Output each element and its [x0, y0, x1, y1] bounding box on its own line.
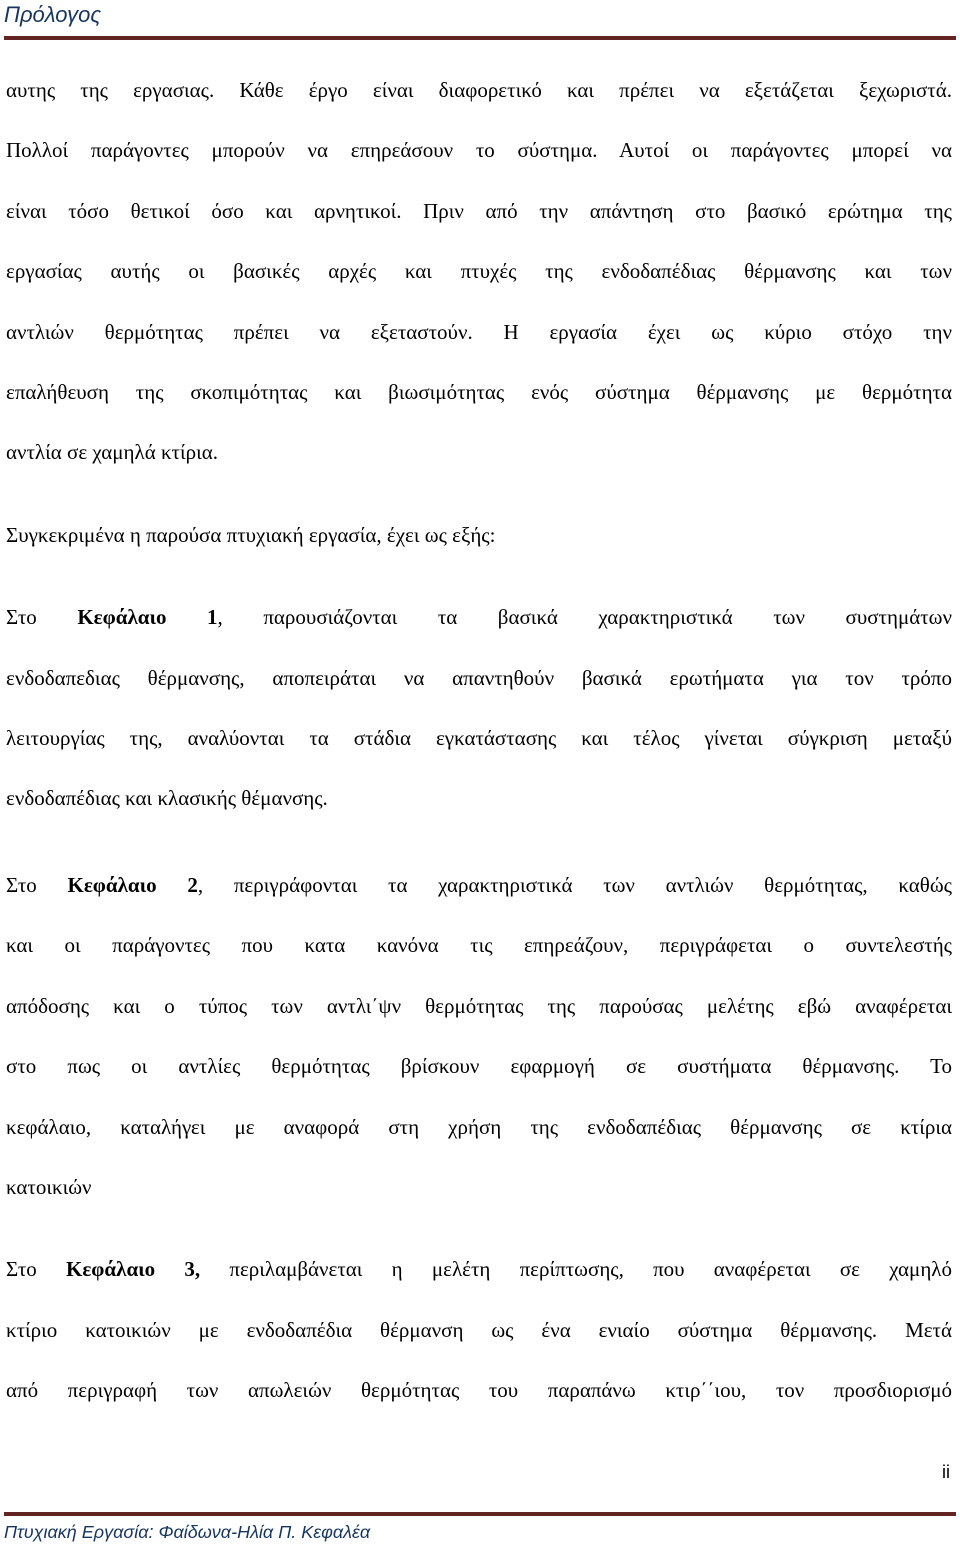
text-line: στο πως οι αντλίες θερμότητας βρίσκουν εφαρμογή σε συστήματα θέρμανσης. Το	[6, 1054, 952, 1079]
footer-rule	[4, 1512, 956, 1516]
text-line: αντλιών θερμότητας πρέπει να εξεταστούν. Η εργασία έχει ως κύριο στόχο την	[6, 319, 952, 344]
paragraph-summary-intro	[6, 505, 952, 565]
text-line: ενδοδαπεδιας θέρμανσης, αποπειράται να απαντηθούν βασικά ερωτήματα για τον τρόπο	[6, 665, 952, 690]
text-line: από περιγραφή των απωλειών θερμότητας του παραπάνω κτιρ΄΄ιου, τον προσδιορισμό	[6, 1378, 952, 1403]
text-line	[6, 1239, 952, 1299]
text-line: λειτουργίας της, αναλύονται τα στάδια εγκατάστασης και τέλος γίνεται σύγκριση μεταξύ	[6, 726, 952, 751]
header-rule	[4, 36, 956, 40]
text-run: περιλαμβάνεται η μελέτη περίπτωσης, που αναφέρεται σε χαμηλό	[200, 1257, 952, 1282]
text-line	[6, 587, 952, 647]
text-line: και οι παράγοντες που κατα κανόνα τις επηρεάζουν, περιγράφεται ο συντελεστής	[6, 933, 952, 958]
paragraph-chapter-3	[6, 1239, 952, 1420]
text-line: αντλία σε χαμηλά κτίρια.	[6, 440, 218, 465]
text-run: , περιγράφονται τα χαρακτηριστικά των αντλιών θερμότητας, καθώς	[197, 872, 952, 897]
text-line: κτίριο κατοικιών με ενδοδαπέδια θέρμανση ως ένα ενιαίο σύστημα θέρμανσης. Μετά	[6, 1317, 952, 1342]
text-run: Στο	[6, 872, 68, 897]
text-line	[6, 855, 952, 915]
text-line: Συγκεκριμένα η παρούσα πτυχιακή εργασία, έχει ως εξής:	[6, 522, 496, 547]
page-number: ii	[942, 1462, 950, 1482]
chapter-3-label: Κεφάλαιο 3,	[66, 1257, 201, 1282]
text-line: κατοικιών	[6, 1174, 92, 1199]
page-header	[4, 0, 956, 30]
text-line: απόδοσης και ο τύπος των αντλι΄ψν θερμότητας της παρούσας μελέτης εβώ αναφέρεται	[6, 993, 952, 1018]
document-body	[6, 60, 952, 1421]
paragraph-chapter-1	[6, 587, 952, 829]
text-line: επαλήθευση της σκοπιμότητας και βιωσιμότητας ενός σύστημα θέρμανσης με θερμότητα	[6, 380, 952, 405]
text-line: Πολλοί παράγοντες μπορούν να επηρεάσουν το σύστημα. Αυτοί οι παράγοντες μπορεί να	[6, 138, 952, 163]
chapter-1-label: Κεφάλαιο 1	[77, 605, 218, 630]
text-run: Στο	[6, 1257, 66, 1282]
text-line: κεφάλαιο, καταλήγει με αναφορά στη χρήση της ενδοδαπέδιας θέρμανσης σε κτίρια	[6, 1114, 952, 1139]
paragraph-intro	[6, 60, 952, 483]
text-line: ενδοδαπέδιας και κλασικής θέμανσης.	[6, 786, 328, 811]
text-line: εργασίας αυτής οι βασικές αρχές και πτυχές της ενδοδαπέδιας θέρμανσης και των	[6, 259, 952, 284]
footer-text: Πτυχιακή Εργασία: Φαίδωνα-Ηλία Π. Κεφαλέα	[4, 1522, 371, 1542]
header-title: Πρόλογος	[4, 2, 102, 27]
text-line: αυτης της εργασιας. Κάθε έργο είναι διαφορετικό και πρέπει να εξετάζεται ξεχωριστά.	[6, 78, 952, 102]
chapter-2-label: Κεφάλαιο 2	[67, 872, 198, 897]
text-line: είναι τόσο θετικοί όσο και αρνητικοί. Πριν από την απάντηση στο βασικό ερώτημα της	[6, 198, 952, 223]
text-run: Στο	[6, 605, 78, 630]
text-run: , παρουσιάζονται τα βασικά χαρακτηριστικά των συστημάτων	[217, 605, 952, 630]
paragraph-chapter-2	[6, 855, 952, 1217]
